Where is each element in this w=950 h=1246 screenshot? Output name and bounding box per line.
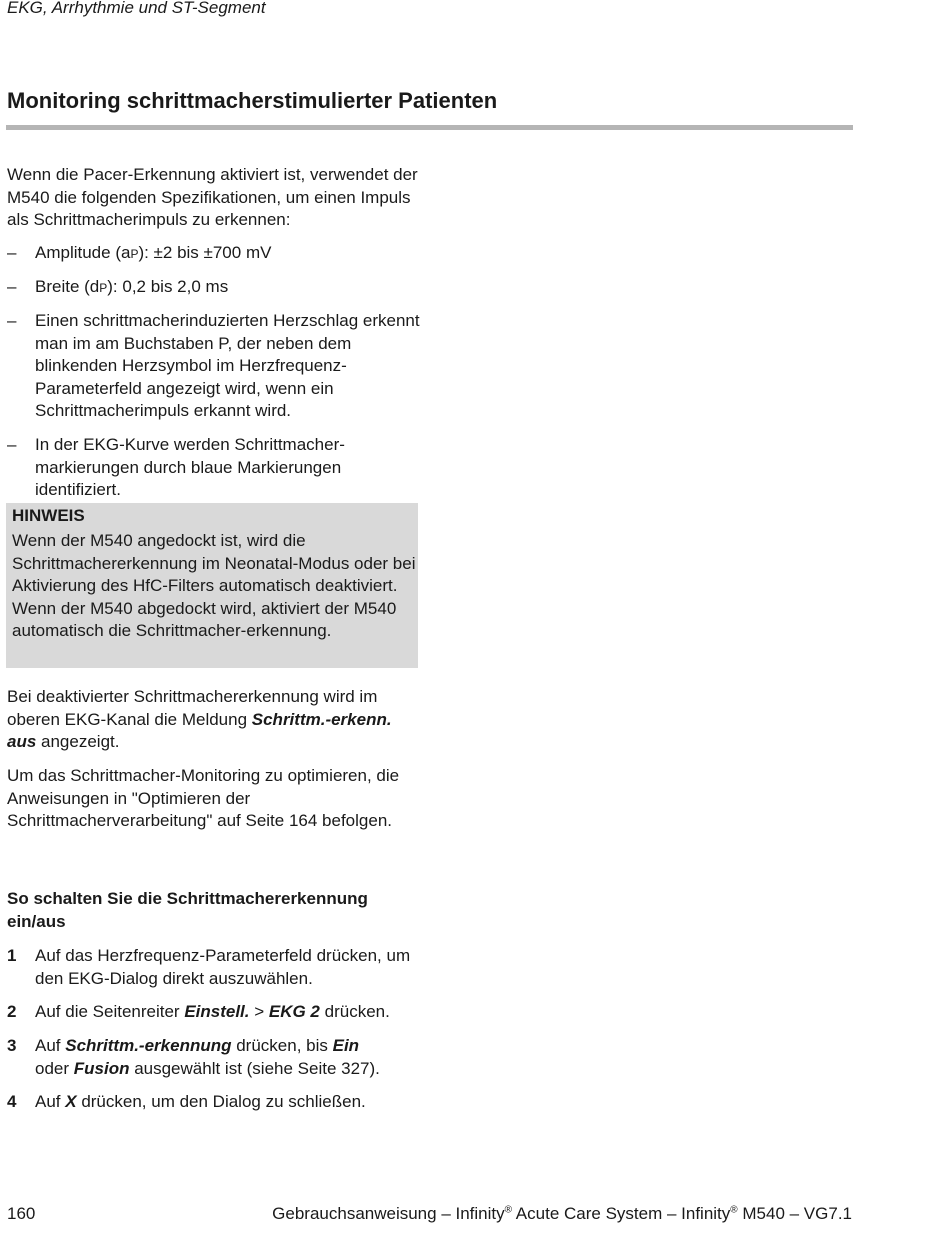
step-text: Auf Schrittm.-erkennung drücken, bis Ein oder Fusion ausgewählt ist (siehe Seite 327). (35, 1036, 380, 1078)
step-number: 1 (7, 946, 17, 965)
note-box (6, 503, 418, 668)
dash-bullet: – (7, 435, 17, 454)
note-text: Wenn der M540 angedockt ist, wird die Schrittmachererkennung im Neonatal-Modus oder bei Aktivierung des HfC-Filters automatisch deaktiviert. Wenn der M540 abgedockt wird, aktiviert der M540 automatisch die Schrittmacher-erkennung. (12, 531, 416, 640)
intro-paragraph: Wenn die Pacer-Erkennung aktiviert ist, verwendet der M540 die folgenden Spezifikationen, um einen Impuls als Schrittmacherimpuls zu erkennen: (7, 165, 418, 229)
page-number: 160 (7, 1204, 36, 1223)
procedure-step (7, 1001, 427, 1024)
title-rule (6, 125, 853, 130)
spec-markers-text: In der EKG-Kurve werden Schrittmacher-markierungen durch blaue Markierungen identifiziert. (35, 435, 345, 499)
procedure-heading: So schalten Sie die Schrittmachererkennung ein/aus (7, 889, 368, 931)
spec-width-text: Breite (dP): 0,2 bis 2,0 ms (35, 277, 229, 296)
spec-item-amplitude (7, 242, 422, 266)
deactivated-paragraph: Bei deaktivierter Schrittmachererkennung wird im oberen EKG-Kanal die Meldung Schrittm.-erkenn. aus angezeigt. (7, 687, 392, 751)
step-text: Auf die Seitenreiter Einstell. > EKG 2 drücken. (35, 1002, 390, 1021)
dash-bullet: – (7, 311, 17, 330)
footer-document-title: Gebrauchsanweisung – Infinity® Acute Care System – Infinity® M540 – VG7.1 (272, 1204, 852, 1223)
step-number: 4 (7, 1092, 17, 1111)
step-number: 2 (7, 1002, 17, 1021)
spec-heartbeat-text: Einen schrittmacherinduzierten Herzschlag erkennt man im am Buchstaben P, der neben dem blinkenden Herzsymbol im Herzfrequenz-Parameterfeld angezeigt wird, wenn ein Schrittmacherimpuls erkannt wird. (35, 311, 420, 420)
dash-bullet: – (7, 243, 17, 262)
procedure-step (7, 945, 427, 990)
spec-amplitude-text: Amplitude (aP): ±2 bis ±700 mV (35, 243, 272, 262)
procedure-step (7, 1091, 427, 1114)
procedure-step (7, 1035, 427, 1080)
spec-item-markers (7, 434, 422, 502)
dash-bullet: – (7, 277, 17, 296)
step-text: Auf X drücken, um den Dialog zu schließen. (35, 1092, 366, 1111)
section-title: Monitoring schrittmacherstimulierter Patienten (7, 88, 498, 113)
step-number: 3 (7, 1036, 17, 1055)
note-heading: HINWEIS (12, 506, 85, 525)
spec-item-heartbeat (7, 310, 422, 423)
optimize-paragraph: Um das Schrittmacher-Monitoring zu optimieren, die Anweisungen in "Optimieren der Schrittmacherverarbeitung" auf Seite 164 befolgen. (7, 766, 400, 830)
message-emphasis: Schrittm.-erkenn. aus (7, 709, 392, 751)
step-text: Auf das Herzfrequenz-Parameterfeld drücken, um den EKG-Dialog direkt auszuwählen. (35, 946, 411, 988)
running-header: EKG, Arrhythmie und ST-Segment (7, 0, 266, 17)
spec-item-width (7, 276, 422, 300)
